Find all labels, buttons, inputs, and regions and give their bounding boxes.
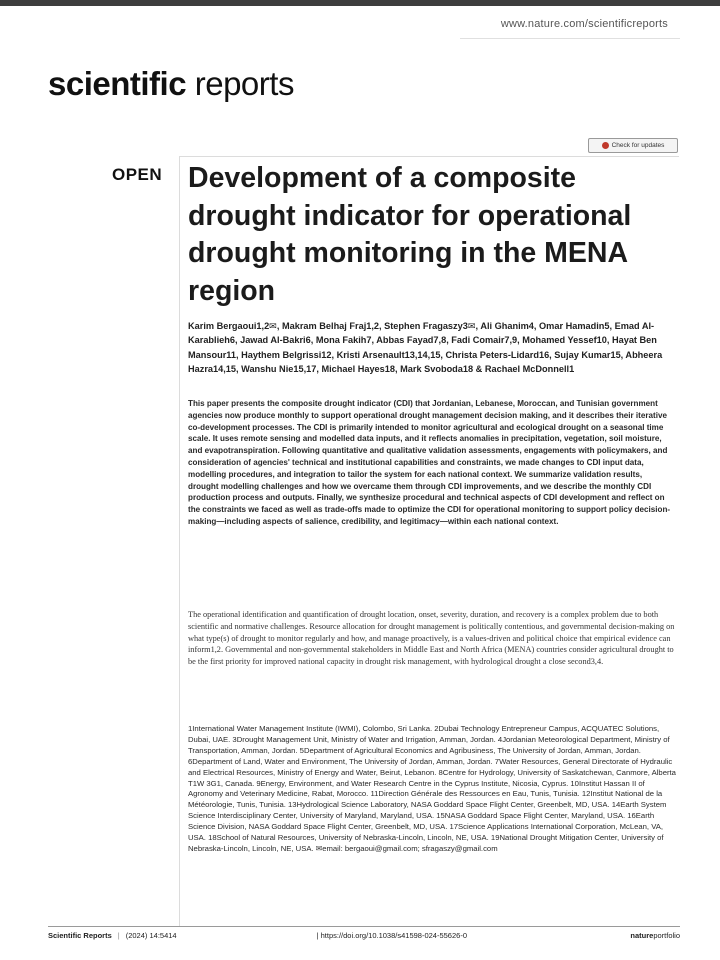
journal-logo[interactable] xyxy=(48,64,294,104)
header-divider xyxy=(460,38,680,39)
brand-light: portfolio xyxy=(653,930,680,940)
content-left-rule xyxy=(179,156,180,926)
author-list: Karim Bergaoui1,2✉, Makram Belhaj Fraj1,2, Stephen Fragaszy3✉, Ali Ghanim4, Omar Hamadin5, Emad Al-Karablieh6, Jawad Al-Bakri6, Mona Fakih7, Abbas Fayad7,8, Fadi Comair7,9, Mohamed Yessef10, Hayat Ben Mansour11, Haythem Belgrissi12, Kristi Arsenault13,14,15, Christa Peters-Lidard16, Sujay Kumar15, Abheera Hazra14,15, Wanshu Nie15,17, Michael Hayes18, Mark Svoboda18 & Rachael McDonnell1 xyxy=(188,321,663,374)
footer-divider xyxy=(48,926,680,927)
brand-bold: nature xyxy=(630,930,654,940)
footer-separator: | xyxy=(117,930,120,940)
page-footer xyxy=(48,928,680,942)
article-title: Development of a composite drought indicator for operational drought monitoring in the MENA region xyxy=(188,162,632,307)
check-for-updates-label: Check for updates xyxy=(611,142,665,149)
affiliations: 1International Water Management Institute (IWMI), Colombo, Sri Lanka. 2Dubai Technology Entrepreneur Campus, ACQUATEC Solutions, Dubai, UAE. 3Drought Management Unit, Ministry of Water and Irrigation, Amman, Jordan. 4Jordanian Meteorological Department, Ministry of Transportation, Amman, Jordan. 5Department of Agricultural Economics and Agribusiness, The University of Jordan, Amman, Jordan. 6Department of Land, Water and Environment, The University of Jordan, Amman, Jordan. 7Water Resources, General Directorate of Hydraulic and Electrical Resources, Ministry of Energy and Water, Beirut, Lebanon. 8Centre for Hydrology, University of Saskatchewan, Canmore, Alberta T1W 3G1, Canada. 9Energy, Environment, and Water Research Centre in the Cyprus Institute, Nicosia, Cyprus. 10Institut Hassan II of Agronomy and Veterinary Medicine, Rabat, Morocco. 11Direction Générale des Ressources en Eau, Tunis, Tunisia. 12Institut National de la Météorologie, Tunis, Tunisia. 13Hydrological Science Laboratory, NASA Goddard Space Flight Center, Greenbelt, MD, USA. 14Earth System Science Interdisciplinary Center, University of Maryland, Maryland, USA. 15NASA Goddard Space Flight Center, Maryland, USA. 16Earth Science Division, NASA Goddard Space Flight Center, Greenbelt, MD, USA. 17Science Applications International Corporation, McLean, VA, USA. 18School of Natural Resources, University of Nebraska-Lincoln, Lincoln, NE, USA. 19National Drought Mitigation Center, University of Nebraska-Lincoln, Lincoln, NE, USA. ✉email: bergaoui@gmail.com; sfragaszy@gmail.com xyxy=(188,724,676,853)
open-access-label: OPEN xyxy=(112,165,163,184)
footer-volume: (2024) 14:5414 xyxy=(125,930,177,940)
abstract: This paper presents the composite drought indicator (CDI) that Jordanian, Lebanese, Moroccan, and Tunisian government agencies now produce monthly to support operational drought management decision making, and it describes their iterative co-development processes. The CDI is primarily intended to monitor agricultural and ecological drought on a seasonal time scale. It uses remote sensing and modelled data inputs, and it reflects anomalies in precipitation, vegetation, soil moisture, and evapotranspiration. Following quantitative and qualitative validation assessments, engagements with policymakers, and consideration of agencies' technical and institutional capabilities and constraints, we made changes to CDI input data, modelling procedures, and integration to tailor the system for each national context. We summarize validation results, drought modelling challenges and how we overcame them through CDI improvements, and we describe the monthly CDI production process and outputs. Finally, we synthesize procedural and technical aspects of CDI development and reflect on the constraints we faced as well as trade-offs made to optimize the CDI for operational monitoring to support policy decision-making—including aspects of salience, credibility, and legitimacy—within each national context. xyxy=(188,399,671,526)
nature-portfolio-logo xyxy=(630,931,680,940)
top-bar xyxy=(0,0,720,6)
journal-logo-bold: scientific xyxy=(48,65,187,102)
crossmark-icon xyxy=(602,142,609,149)
content-top-rule xyxy=(179,156,679,157)
check-for-updates-button[interactable] xyxy=(588,138,678,153)
introduction-paragraph: The operational identification and quantification of drought location, onset, severity, duration, and recovery is a complex problem due to both scientific and normative challenges. Resource allocation for drought management is politically contentious, and governmental decision-making on what type(s) of drought to monitor regularly and how, and manage proactively, is a values-driven and political choice that empirical evidence can inform1,2. Governmental and non-governmental stakeholders in Middle East and North Africa (MENA) countries consider agricultural drought to be the first priority for improved national capacity in drought risk management, with hydrological drought a close second3,4. xyxy=(188,610,675,667)
journal-url[interactable]: www.nature.com/scientificreports xyxy=(500,18,668,30)
footer-journal: Scientific Reports xyxy=(48,930,112,940)
journal-logo-light: reports xyxy=(194,65,294,102)
footer-doi-link[interactable]: | https://doi.org/10.1038/s41598-024-55626-0 xyxy=(316,930,467,940)
